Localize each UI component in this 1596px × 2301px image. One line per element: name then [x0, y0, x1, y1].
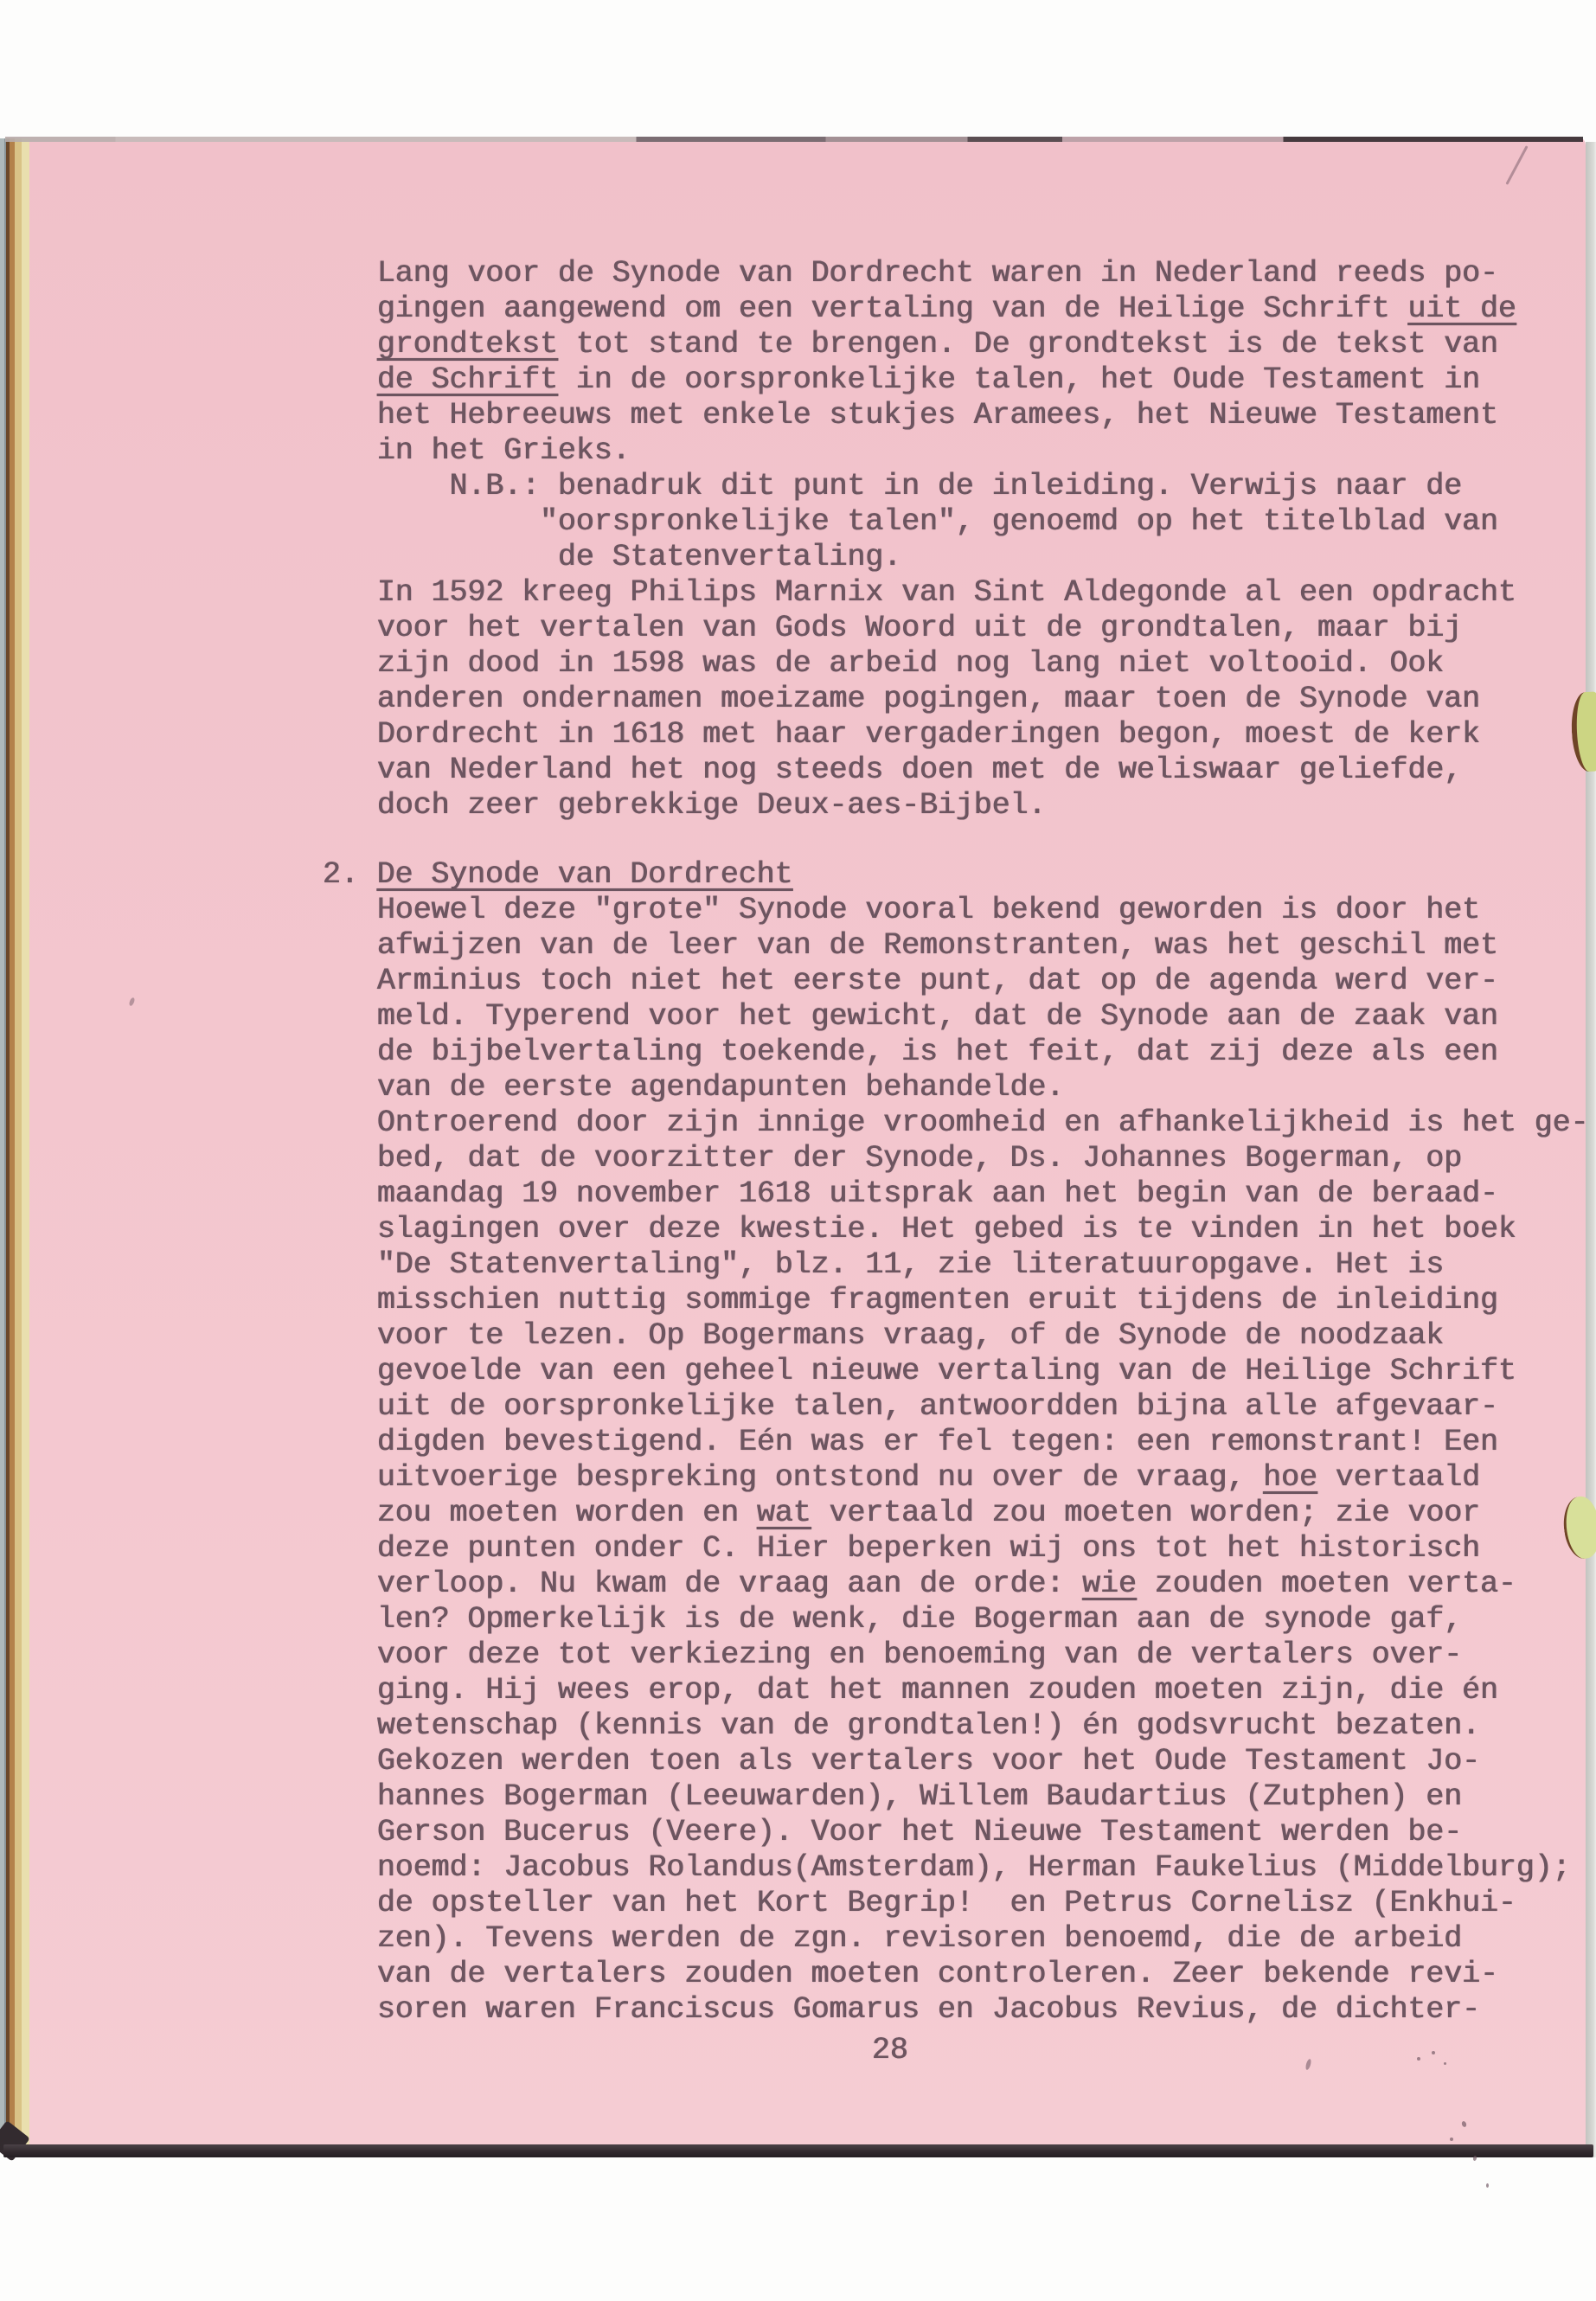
text-line: doch zeer gebrekkige Deux-aes-Bijbel.	[377, 788, 1047, 823]
text-line: het Hebreeuws met enkele stukjes Aramees, het Nieuwe Testament	[377, 398, 1499, 433]
text-line: de Statenvertaling.	[377, 540, 902, 574]
page-edge-notch-1	[1567, 690, 1596, 773]
text-line: afwijzen van de leer van de Remonstranten, was het geschil met	[377, 928, 1499, 963]
text-line: In 1592 kreeg Philips Marnix van Sint Aldegonde al een opdracht	[377, 575, 1516, 610]
text-line: van de vertalers zouden moeten controleren. Zeer bekende revi-	[377, 1957, 1499, 1991]
text-line: noemd: Jacobus Rolandus(Amsterdam), Herman Faukelius (Middelburg);	[377, 1850, 1571, 1885]
text-line: maandag 19 november 1618 uitsprak aan het begin van de beraad-	[377, 1176, 1499, 1211]
text-line: Arminius toch niet het eerste punt, dat op de agenda werd ver-	[377, 964, 1499, 998]
text-line: "De Statenvertaling", blz. 11, zie literatuuropgave. Het is	[377, 1247, 1445, 1282]
page-number: 28	[872, 2033, 909, 2067]
text-line: in het Grieks.	[377, 433, 631, 468]
notch-blob	[1570, 691, 1596, 772]
text-line: hannes Bogerman (Leeuwarden), Willem Baudartius (Zutphen) en	[377, 1779, 1463, 1814]
ink-speck	[1472, 2156, 1477, 2162]
typewritten-text-block-intro	[377, 256, 1516, 824]
text-line: Gekozen werden toen als vertalers voor het Oude Testament Jo-	[377, 1744, 1481, 1779]
text-line: slagingen over deze kwestie. Het gebed is te vinden in het boek	[377, 1212, 1516, 1247]
text-line: gingen aangewend om een vertaling van de Heilige Schrift uit de	[377, 292, 1516, 326]
ink-speck	[1417, 2057, 1420, 2061]
page-left-edge	[0, 138, 29, 2152]
text-line: soren waren Franciscus Gomarus en Jacobus Revius, de dichter-	[377, 1992, 1481, 2027]
notch-blob	[1560, 1494, 1596, 1561]
text-line: uitvoerige bespreking ontstond nu over de vraag, hoe vertaald	[377, 1460, 1481, 1495]
text-line: de Schrift in de oorspronkelijke talen, het Oude Testament in	[377, 362, 1481, 397]
page-bottom-edge	[3, 2144, 1593, 2157]
text-line: Gerson Bucerus (Veere). Voor het Nieuwe Testament werden be-	[377, 1815, 1463, 1849]
text-line: uit de oorspronkelijke talen, antwoordden bijna alle afgevaar-	[377, 1389, 1499, 1424]
text-line: anderen ondernamen moeizame pogingen, maar toen de Synode van	[377, 682, 1481, 716]
text-line: Hoewel deze "grote" Synode vooral bekend geworden is door het	[377, 893, 1481, 927]
text-line: deze punten onder C. Hier beperken wij ons tot het historisch	[377, 1531, 1481, 1566]
text-line: 2. De Synode van Dordrecht	[323, 857, 793, 892]
ink-speck	[1450, 2138, 1453, 2141]
text-line: zen). Tevens werden de zgn. revisoren benoemd, die de arbeid	[377, 1921, 1463, 1956]
text-line: N.B.: benadruk dit punt in de inleiding. Verwijs naar de	[377, 469, 1463, 503]
text-line: zijn dood in 1598 was de arbeid nog lang niet voltooid. Ook	[377, 646, 1445, 681]
text-line: Ontroerend door zijn innige vroomheid en afhankelijkheid is het ge-	[377, 1106, 1589, 1140]
text-line: zou moeten worden en wat vertaald zou moeten worden; zie voor	[377, 1496, 1481, 1530]
text-line: bed, dat de voorzitter der Synode, Ds. Johannes Bogerman, op	[377, 1141, 1463, 1176]
typewritten-text-block-section-2	[323, 857, 1589, 2028]
text-line: verloop. Nu kwam de vraag aan de orde: wie zouden moeten verta-	[377, 1567, 1516, 1601]
text-line: meld. Typerend voor het gewicht, dat de Synode aan de zaak van	[377, 999, 1499, 1034]
ink-speck	[1432, 2051, 1435, 2054]
ink-speck	[1486, 2183, 1489, 2188]
text-line: Lang voor de Synode van Dordrecht waren in Nederland reeds po-	[377, 256, 1499, 291]
ink-speck	[1444, 2062, 1446, 2065]
text-line: ging. Hij wees erop, dat het mannen zouden moeten zijn, die én	[377, 1673, 1499, 1708]
text-line: misschien nuttig sommige fragmenten eruit tijdens de inleiding	[377, 1283, 1499, 1317]
text-line: voor het vertalen van Gods Woord uit de grondtalen, maar bij	[377, 611, 1463, 645]
text-line: grondtekst tot stand te brengen. De grondtekst is de tekst van	[377, 327, 1499, 362]
text-line: "oorspronkelijke talen", genoemd op het titelblad van	[377, 504, 1499, 539]
text-line: digden bevestigend. Eén was er fel tegen: een remonstrant! Een	[377, 1425, 1499, 1459]
text-line: len? Opmerkelijk is de wenk, die Bogerman aan de synode gaf,	[377, 1602, 1463, 1637]
text-line: de opsteller van het Kort Begrip! en Petrus Cornelisz (Enkhui-	[377, 1886, 1516, 1920]
text-line: van de eerste agendapunten behandelde.	[377, 1070, 1065, 1105]
text-line: gevoelde van een geheel nieuwe vertaling van de Heilige Schrift	[377, 1354, 1516, 1388]
text-line: voor te lezen. Op Bogermans vraag, of de Synode de noodzaak	[377, 1318, 1445, 1353]
text-line: voor deze tot verkiezing en benoeming van de vertalers over-	[377, 1638, 1463, 1672]
page-top-edge	[5, 137, 1583, 142]
text-line: Dordrecht in 1618 met haar vergaderingen begon, moest de kerk	[377, 717, 1481, 752]
text-line: van Nederland het nog steeds doen met de weliswaar geliefde,	[377, 753, 1463, 787]
page-edge-notch-2	[1562, 1495, 1596, 1561]
text-line: de bijbelvertaling toekende, is het feit, dat zij deze als een	[377, 1035, 1499, 1069]
text-line: wetenschap (kennis van de grondtalen!) én godsvrucht bezaten.	[377, 1708, 1481, 1743]
